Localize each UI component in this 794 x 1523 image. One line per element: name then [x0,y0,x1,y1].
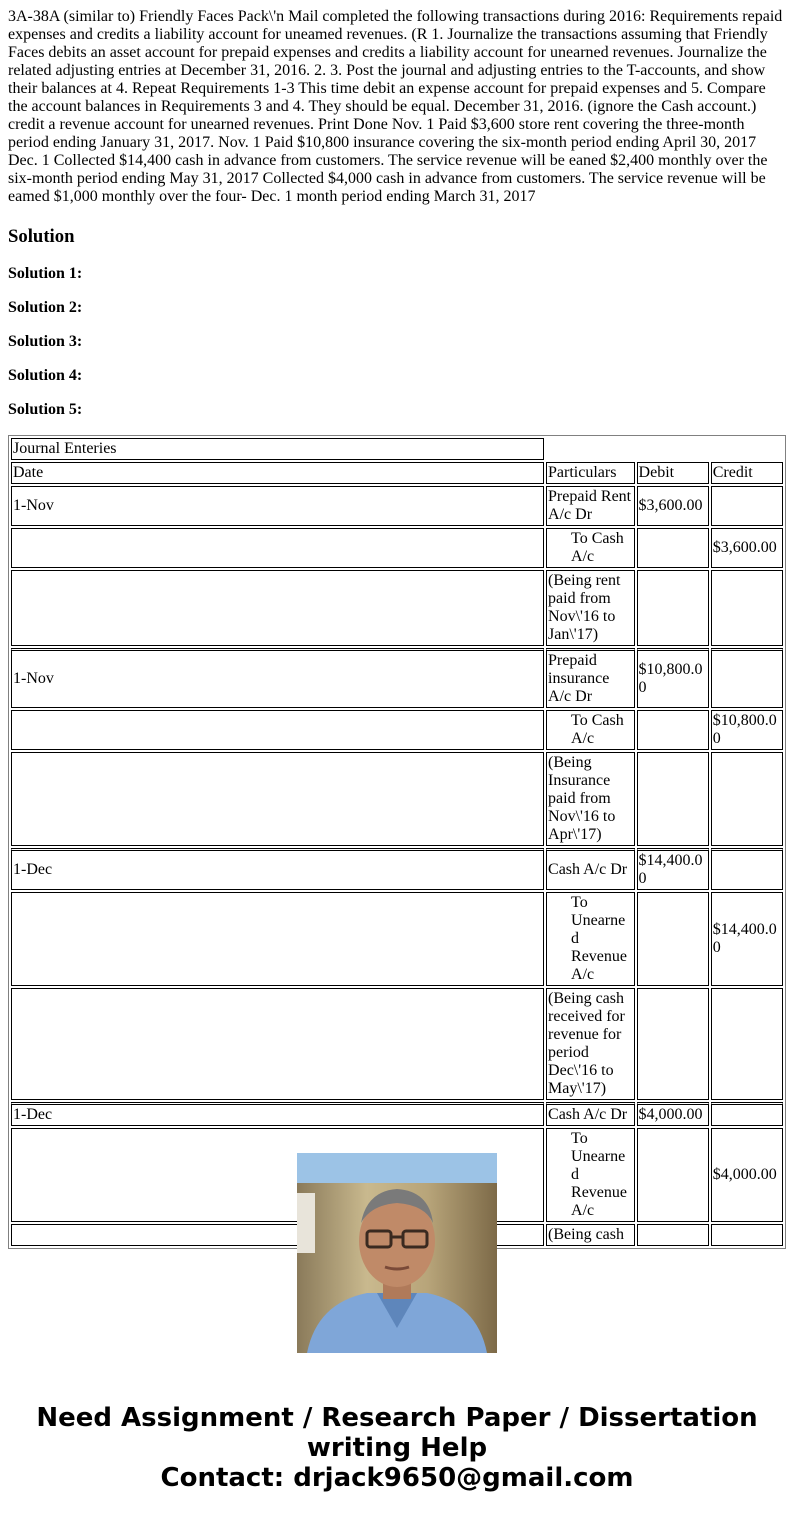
header-date: Date [11,462,544,484]
entry-empty-cell [711,570,783,646]
entry-debit-account: Prepaid Rent A/c Dr [546,486,635,526]
entry-credit-account: To Unearned Revenue A/c [546,892,635,986]
solution-heading: Solution [8,226,75,247]
entry-debit-amount: $4,000.00 [637,1102,709,1126]
entry-empty-cell [637,1224,709,1246]
table-row [11,710,783,750]
entry-date: 1-Dec [11,1102,544,1126]
journal-title: Journal Enteries [11,438,544,460]
entry-debit-account: Cash A/c Dr [546,1102,635,1126]
entry-empty-cell [637,710,709,750]
solution-4-label: Solution 4: [8,367,83,384]
table-row [11,752,783,846]
entry-empty-cell [11,710,544,750]
entry-empty-cell [11,892,544,986]
entry-empty-cell [711,848,783,890]
table-row [11,528,783,568]
entry-narration: (Being Insurance paid from Nov\'16 to Apr\'17) [546,752,635,846]
entry-debit-account: Cash A/c Dr [546,848,635,890]
entry-debit-amount: $10,800.00 [637,648,709,708]
entry-credit-amount: $10,800.00 [711,710,783,750]
table-row [11,648,783,708]
entry-empty-cell [711,486,783,526]
entry-date: 1-Nov [11,486,544,526]
entry-empty-cell [637,528,709,568]
solution-5-label: Solution 5: [8,401,83,418]
entry-debit-amount: $3,600.00 [637,486,709,526]
entry-empty-cell [711,988,783,1100]
solution-3-label: Solution 3: [8,333,83,350]
entry-empty-cell [711,1224,783,1246]
entry-empty-cell [11,528,544,568]
ad-contact-line: Contact: drjack9650@gmail.com [160,1463,634,1493]
avatar [297,1153,497,1353]
header-credit: Credit [711,462,783,484]
entry-credit-account: To Cash A/c [546,710,635,750]
table-row [11,892,783,986]
journal-table [8,435,786,1249]
solution-1-label: Solution 1: [8,265,83,282]
table-row [11,570,783,646]
table-row [11,486,783,526]
journal-table-container[interactable] [8,435,786,1243]
entry-empty-cell [637,752,709,846]
entry-empty-cell [11,752,544,846]
entry-narration: (Being cash received for revenue for period Dec\'16 to May\'17) [546,988,635,1100]
entry-credit-amount: $4,000.00 [711,1128,783,1222]
header-particulars: Particulars [546,462,635,484]
entry-empty-cell [11,988,544,1100]
entry-empty-cell [711,752,783,846]
entry-narration: (Being rent paid from Nov\'16 to Jan\'17) [546,570,635,646]
header-debit: Debit [637,462,709,484]
contact-advertisement [0,1403,794,1493]
entry-debit-amount: $14,400.00 [637,848,709,890]
entry-empty-cell [637,570,709,646]
entry-debit-account: Prepaid insurance A/c Dr [546,648,635,708]
table-row [11,848,783,890]
entry-narration: (Being cash [546,1224,635,1246]
question-text: 3A-38A (similar to) Friendly Faces Pack\'n Mail completed the following transactions during 2016: Requirements repaid expenses and credits a liability account for uneamed revenues. (R 1. Journalize the transactions assuming that Friendly Faces debits an asset account for prepaid expenses and credits a liability account for unearned revenues. Journalize the related adjusting entries at December 31, 2016. 2. 3. Post the journal and adjusting entries to the T-accounts, and show their balances at 4. Repeat Requirements 1-3 This time debit an expense account for prepaid expenses and 5. Compare the account balances in Requirements 3 and 4. They should be equal. December 31, 2016. (ignore the Cash account.) credit a revenue account for unearned revenues. Print Done Nov. 1 Paid $3,600 store rent covering the three-month period ending January 31, 2017. Nov. 1 Paid $10,800 insurance covering the six-month period ending April 30, 2017 Dec. 1 Collected $14,400 cash in advance from customers. The service revenue will be eaned $2,400 monthly over the six-month period ending May 31, 2017 Collected $4,000 cash in advance from customers. The service revenue will be eamed $1,000 monthly over the four- Dec. 1 month period ending March 31, 2017 [8,8,783,205]
entry-date: 1-Dec [11,848,544,890]
ad-line-1: Need Assignment / Research Paper / Dissertation [36,1403,758,1433]
table-row [11,988,783,1100]
entry-empty-cell [637,892,709,986]
entry-empty-cell [711,1102,783,1126]
entry-empty-cell [637,988,709,1100]
table-row [11,1102,783,1126]
entry-empty-cell [11,570,544,646]
entry-credit-amount: $14,400.00 [711,892,783,986]
entry-empty-cell [711,648,783,708]
entry-date: 1-Nov [11,648,544,708]
ad-line-2: writing Help [306,1433,488,1463]
entry-credit-account: To Unearned Revenue A/c [546,1128,635,1222]
entry-credit-account: To Cash A/c [546,528,635,568]
avatar-portrait-image [297,1153,497,1353]
journal-header-row [11,462,783,484]
entry-empty-cell [637,1128,709,1222]
solution-2-label: Solution 2: [8,299,83,316]
entry-credit-amount: $3,600.00 [711,528,783,568]
